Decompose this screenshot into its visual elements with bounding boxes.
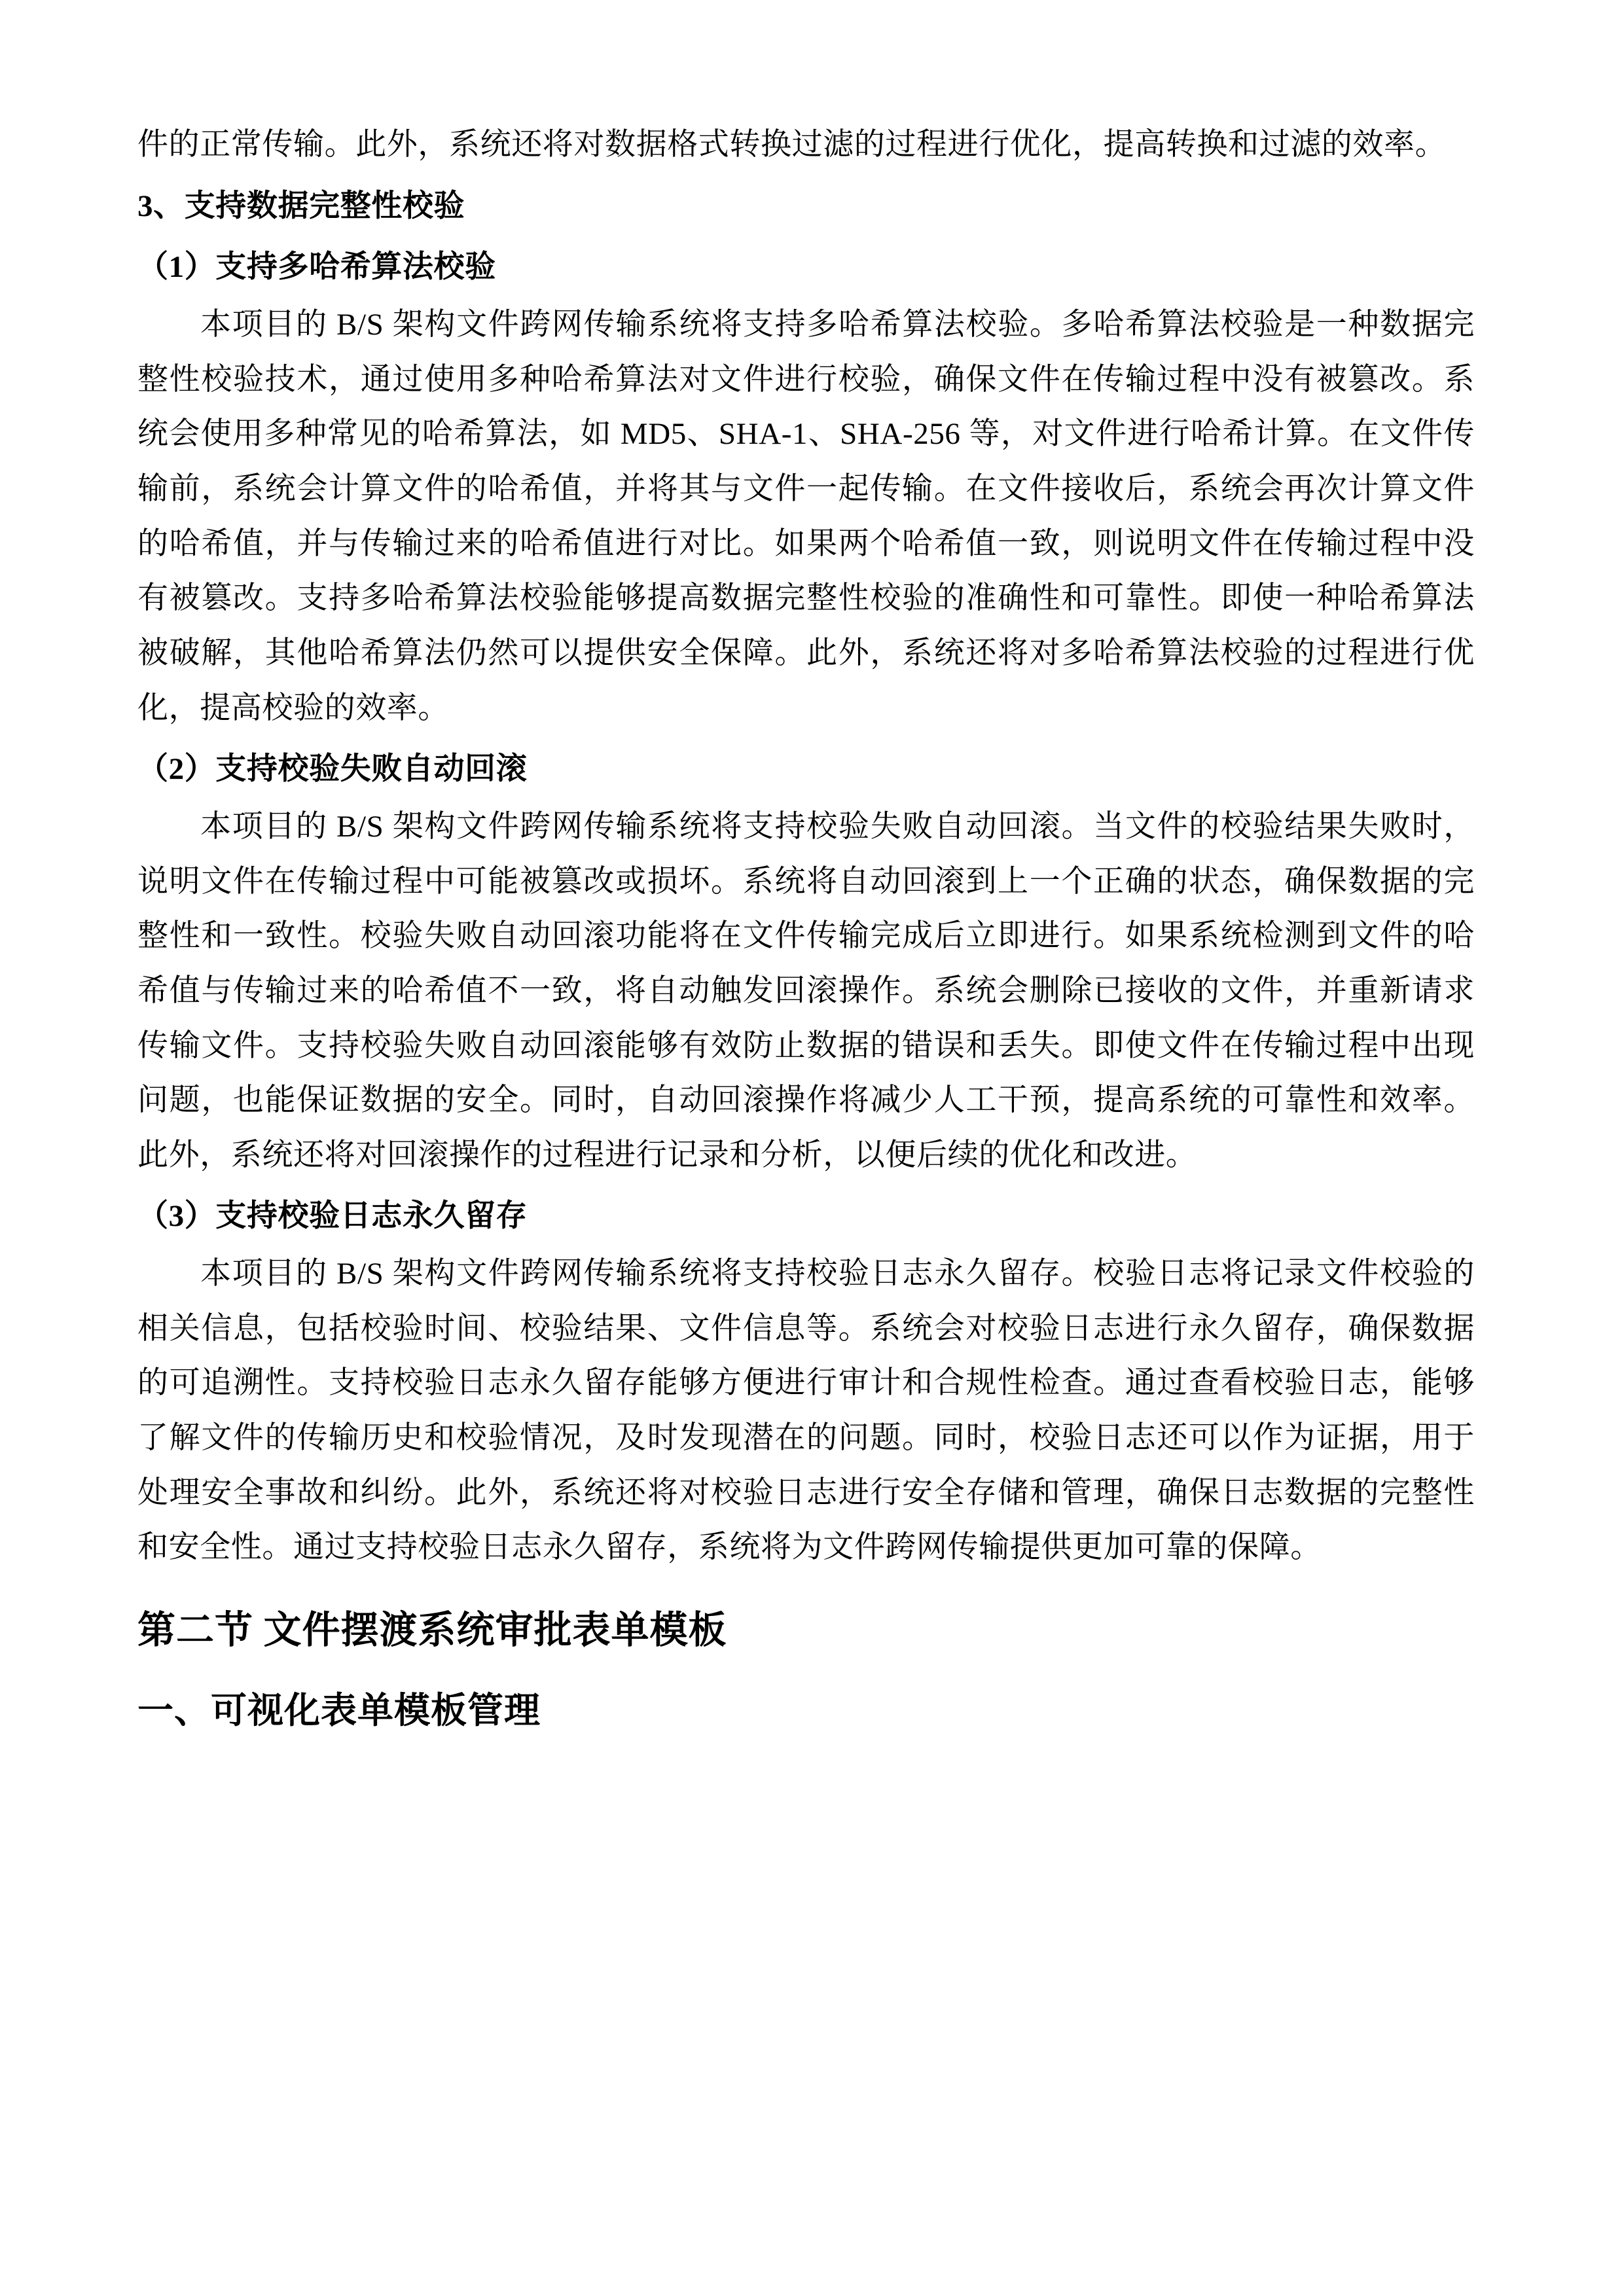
heading-multi-hash-check: （1）支持多哈希算法校验 (137, 250, 496, 285)
paragraph-permanent-log: 本项目的 B/S 架构文件跨网传输系统将支持校验日志永久留存。校验日志将记录文件校验的相关信息，包括校验时间、校验结果、文件信息等。系统会对校验日志进行永久留存，确保数据的可追溯性。支持校验日志永久留存能够方便进行审计和合规性检查。通过查看校验日志，能够了解文件的传输历史和校验情况，及时发现潜在的问题。同时，校验日志还可以作为证据，用于处理安全事故和纠纷。此外，系统还将对校验日志进行安全存储和管理，确保日志数据的完整性和安全性。通过支持校验日志永久留存，系统将为文件跨网传输提供更加可靠的保障。 (137, 1257, 1475, 1565)
heading-data-integrity-check: 3、支持数据完整性校验 (137, 188, 465, 223)
heading-permanent-log: （3）支持校验日志永久留存 (137, 1199, 528, 1234)
heading-visual-form-template-management: 一、可视化表单模板管理 (137, 1690, 541, 1731)
heading-section-two: 第二节 文件摆渡系统审批表单模板 (137, 1609, 727, 1652)
paragraph-auto-rollback: 本项目的 B/S 架构文件跨网传输系统将支持校验失败自动回滚。当文件的校验结果失败时，说明文件在传输过程中可能被篡改或损坏。系统将自动回滚到上一个正确的状态，确保数据的完整性和一致性。校验失败自动回滚功能将在文件传输完成后立即进行。如果系统检测到文件的哈希值与传输过来的哈希值不一致，将自动触发回滚操作。系统会删除已接收的文件，并重新请求传输文件。支持校验失败自动回滚能够有效防止数据的错误和丢失。即使文件在传输过程中出现问题，也能保证数据的安全。同时，自动回滚操作将减少人工干预，提高系统的可靠性和效率。此外，系统还将对回滚操作的过程进行记录和分析，以便后续的优化和改进。 (137, 809, 1475, 1172)
paragraph-continued-transmission: 件的正常传输。此外，系统还将对数据格式转换过滤的过程进行优化，提高转换和过滤的效率。 (137, 128, 1447, 162)
heading-auto-rollback: （2）支持校验失败自动回滚 (137, 752, 528, 787)
paragraph-multi-hash-check: 本项目的 B/S 架构文件跨网传输系统将支持多哈希算法校验。多哈希算法校验是一种数据完整性校验技术，通过使用多种哈希算法对文件进行校验，确保文件在传输过程中没有被篡改。系统会使用多种常见的哈希算法，如 MD5、SHA-1、SHA-256 等，对文件进行哈希计算。在文件传输前，系统会计算文件的哈希值，并将其与文件一起传输。在文件接收后，系统会再次计算文件的哈希值，并与传输过来的哈希值进行对比。如果两个哈希值一致，则说明文件在传输过程中没有被篡改。支持多哈希算法校验能够提高数据完整性校验的准确性和可靠性。即使一种哈希算法被破解，其他哈希算法仍然可以提供安全保障。此外，系统还将对多哈希算法校验的过程进行优化，提高校验的效率。 (137, 307, 1475, 725)
